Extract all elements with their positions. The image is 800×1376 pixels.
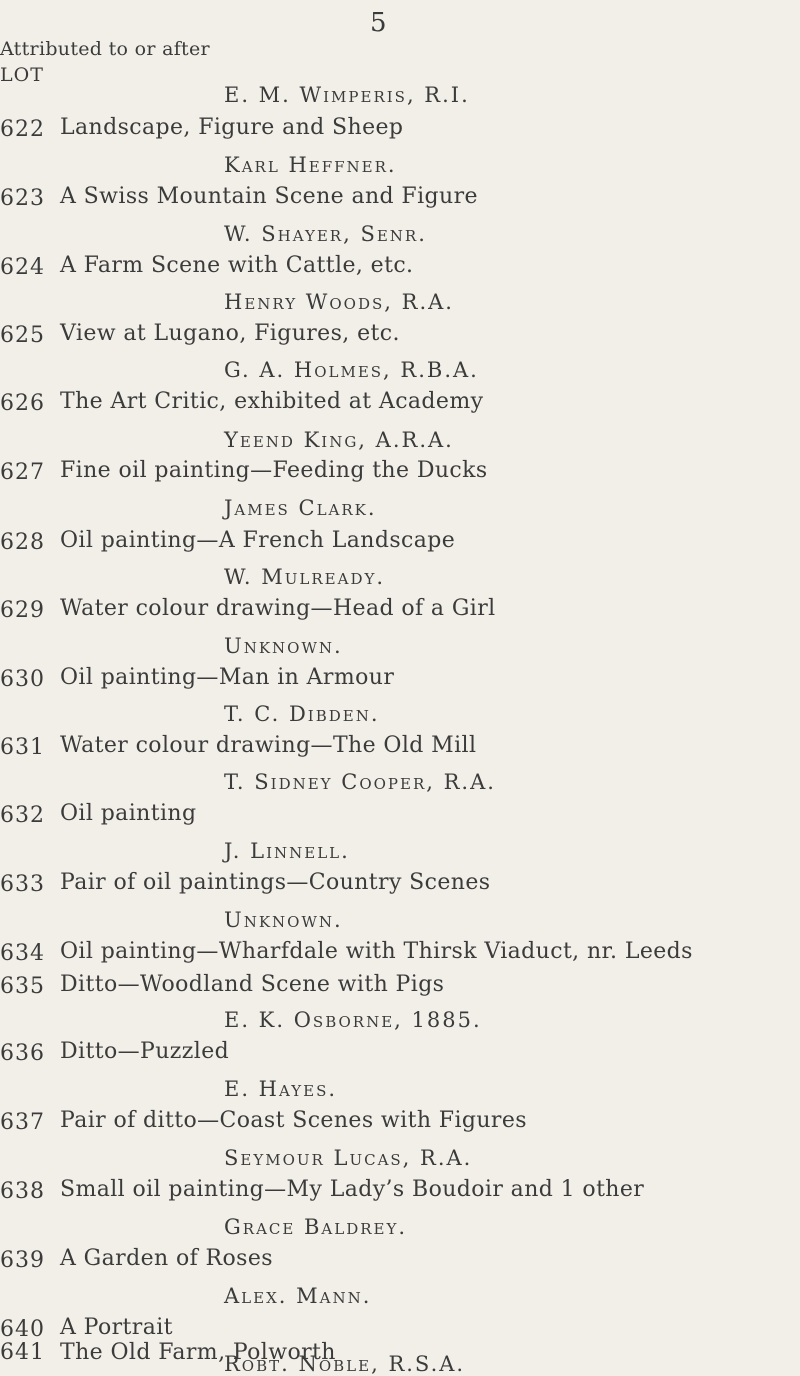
lot-number: 639 xyxy=(0,1248,45,1273)
lot-column-label: LOT xyxy=(0,64,44,86)
artist-name: J. Linnell. xyxy=(224,839,350,863)
lot-number: 640 xyxy=(0,1317,45,1342)
artist-name: E. K. Osborne, 1885. xyxy=(224,1008,482,1032)
page-number: 5 xyxy=(370,8,387,38)
lot-title: The Art Critic, exhibited at Academy xyxy=(60,389,484,414)
lot-title: A Portrait xyxy=(60,1315,173,1340)
lot-title: Oil painting—A French Landscape xyxy=(60,528,456,553)
lot-title: Fine oil painting—Feeding the Ducks xyxy=(60,458,488,483)
lot-title: Small oil painting—My Lady’s Boudoir and 1 other xyxy=(60,1177,645,1202)
artist-name: Karl Heffner. xyxy=(224,153,397,177)
section-header: Attributed to or after xyxy=(0,38,210,60)
artist-name: T. Sidney Cooper, R.A. xyxy=(224,770,496,794)
lot-title: Ditto—Puzzled xyxy=(60,1039,230,1064)
lot-number: 633 xyxy=(0,872,45,897)
lot-title: Oil painting xyxy=(60,801,197,826)
lot-title: Landscape, Figure and Sheep xyxy=(60,115,404,140)
lot-number: 636 xyxy=(0,1041,45,1066)
lot-title: A Swiss Mountain Scene and Figure xyxy=(60,184,478,209)
artist-name: G. A. Holmes, R.B.A. xyxy=(224,358,479,382)
lot-number: 632 xyxy=(0,803,45,828)
lot-number: 626 xyxy=(0,391,45,416)
lot-number: 623 xyxy=(0,186,45,211)
lot-title: A Garden of Roses xyxy=(60,1246,273,1271)
artist-name: E. M. Wimperis, R.I. xyxy=(224,83,470,107)
lot-title: The Old Farm, Polworth xyxy=(60,1340,336,1365)
lot-number: 624 xyxy=(0,255,45,280)
lot-number: 630 xyxy=(0,667,45,692)
artist-name: E. Hayes. xyxy=(224,1077,338,1101)
lot-number: 634 xyxy=(0,941,45,966)
artist-name: Unknown. xyxy=(224,908,343,932)
lot-number: 625 xyxy=(0,323,45,348)
artist-name: Henry Woods, R.A. xyxy=(224,290,454,314)
lot-number: 637 xyxy=(0,1110,45,1135)
artist-name: Alex. Mann. xyxy=(224,1284,372,1308)
artist-name: Unknown. xyxy=(224,634,343,658)
lot-number: 627 xyxy=(0,460,45,485)
lot-title: A Farm Scene with Cattle, etc. xyxy=(60,253,414,278)
artist-name: Grace Baldrey. xyxy=(224,1215,408,1239)
artist-name: W. Shayer, Senr. xyxy=(224,222,427,246)
lot-number: 629 xyxy=(0,598,45,623)
artist-name: T. C. Dibden. xyxy=(224,702,380,726)
artist-name: Robt. Noble, R.S.A. xyxy=(224,1352,466,1376)
lot-number: 631 xyxy=(0,735,45,760)
artist-name: Seymour Lucas, R.A. xyxy=(224,1146,473,1170)
lot-title: Pair of ditto—Coast Scenes with Figures xyxy=(60,1108,527,1133)
lot-title: Water colour drawing—Head of a Girl xyxy=(60,596,496,621)
lot-number: 628 xyxy=(0,530,45,555)
lot-number: 638 xyxy=(0,1179,45,1204)
artist-name: W. Mulready. xyxy=(224,565,386,589)
lot-number: 635 xyxy=(0,974,45,999)
lot-title: Ditto—Woodland Scene with Pigs xyxy=(60,972,445,997)
artist-name: Yeend King, A.R.A. xyxy=(224,428,454,452)
lot-title: Oil painting—Man in Armour xyxy=(60,665,395,690)
lot-number: 641 xyxy=(0,1340,45,1365)
lot-title: Oil painting—Wharfdale with Thirsk Viaduct, nr. Leeds xyxy=(60,939,693,964)
lot-title: Pair of oil paintings—Country Scenes xyxy=(60,870,491,895)
lot-title: View at Lugano, Figures, etc. xyxy=(60,321,400,346)
artist-name: James Clark. xyxy=(224,496,377,520)
lot-title: Water colour drawing—The Old Mill xyxy=(60,733,477,758)
lot-number: 622 xyxy=(0,117,45,142)
